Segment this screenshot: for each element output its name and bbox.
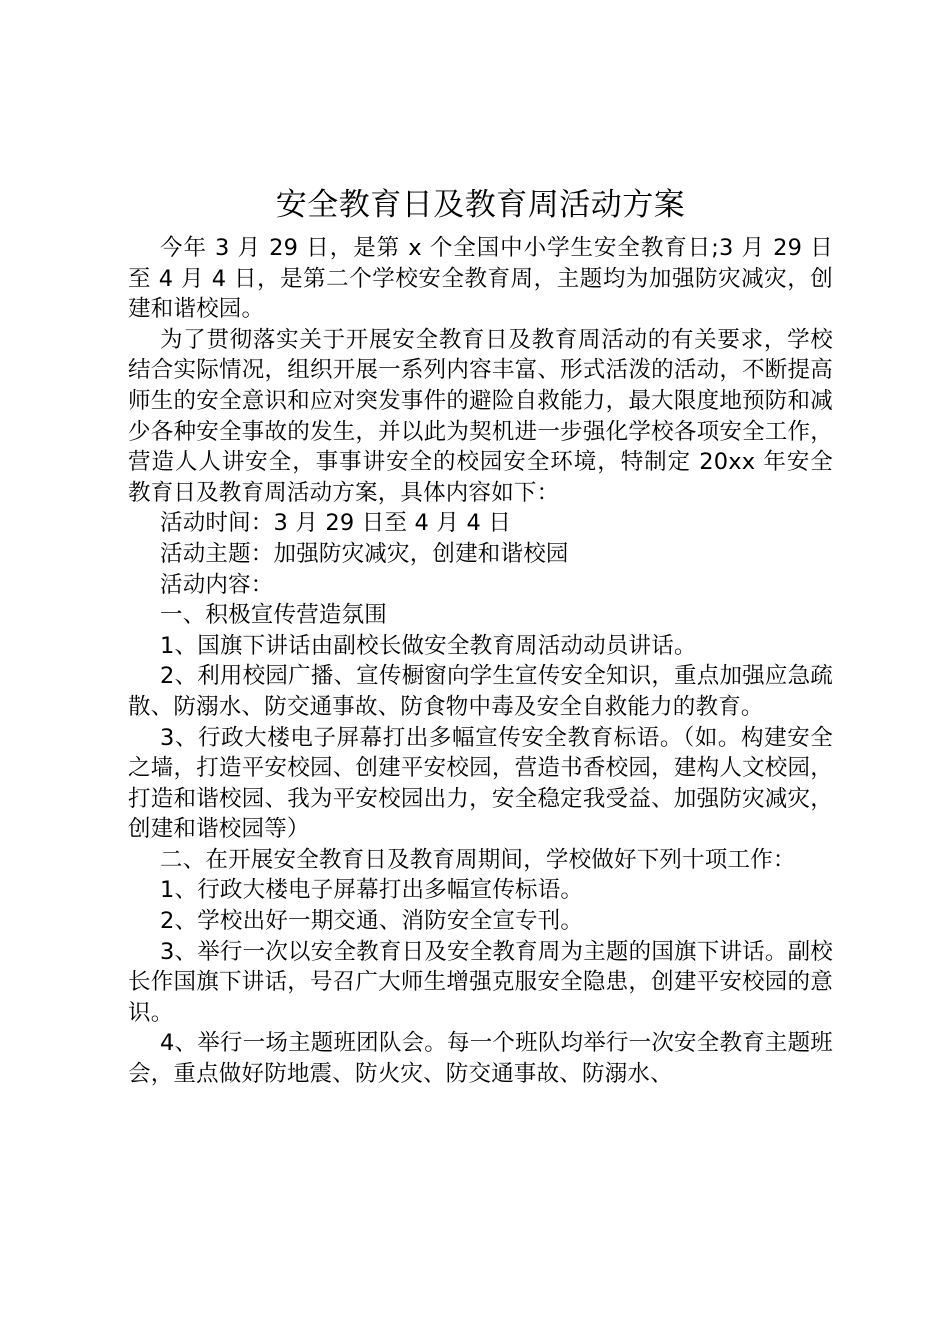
list-item: 4、举行一场主题班团队会。每一个班队均举行一次安全教育主题班会，重点做好防地震、防火灾、防交通事故、防溺水、 [128,1030,833,1088]
list-item: 1、国旗下讲话由副校长做安全教育周活动动员讲话。 [160,632,697,659]
list-item: 1、行政大楼电子屏幕打出多幅宣传标语。 [160,877,584,904]
document-body [128,233,833,1090]
list-item: 3、行政大楼电子屏幕打出多幅宣传安全教育标语。（如。构建安全之墙，打造平安校园、创建平安校园，营造书香校园，建构人文校园，打造和谐校园、我为平安校园出力，安全稳定我受益、加强防灾减灾，创建和谐校园等） [128,724,833,843]
paragraph: 活动主题：加强防灾减灾，创建和谐校园 [160,540,569,567]
paragraph: 今年 3 月 29 日，是第 x 个全国中小学生安全教育日;3 月 29 日至 4 月 4 日，是第二个学校安全教育周，主题均为加强防灾减灾，创建和谐校园。 [128,235,833,323]
list-item: 2、利用校园广播、宣传橱窗向学生宣传安全知识，重点加强应急疏散、防溺水、防交通事故、防食物中毒及安全自救能力的教育。 [128,663,833,720]
document-title: 安全教育日及教育周活动方案 [275,187,686,223]
list-item: 3、举行一次以安全教育日及安全教育周为主题的国旗下讲话。副校长作国旗下讲话，号召广大师生增强克服安全隐患，创建平安校园的意识。 [128,938,833,1026]
section-heading: 一、积极宣传营造氛围 [160,602,388,629]
section-heading: 二、在开展安全教育日及教育周期间，学校做好下列十项工作： [160,846,796,873]
paragraph: 活动时间：3 月 29 日至 4 月 4 日 [160,510,512,537]
paragraph: 活动内容： [160,571,274,598]
paragraph: 为了贯彻落实关于开展安全教育日及教育周活动的有关要求，学校结合实际情况，组织开展一系列内容丰富、形式活泼的活动，不断提高师生的安全意识和应对突发事件的避险自救能力，最大限度地预防和减少各种安全事故的发生，并以此为契机进一步强化学校各项安全工作，营造人人讲安全，事事讲安全的校园安全环境，特制定 20xx 年安全教育日及教育周活动方案，具体内容如下： [128,326,833,506]
list-item: 2、学校出好一期交通、消防安全宣专刊。 [160,908,584,935]
